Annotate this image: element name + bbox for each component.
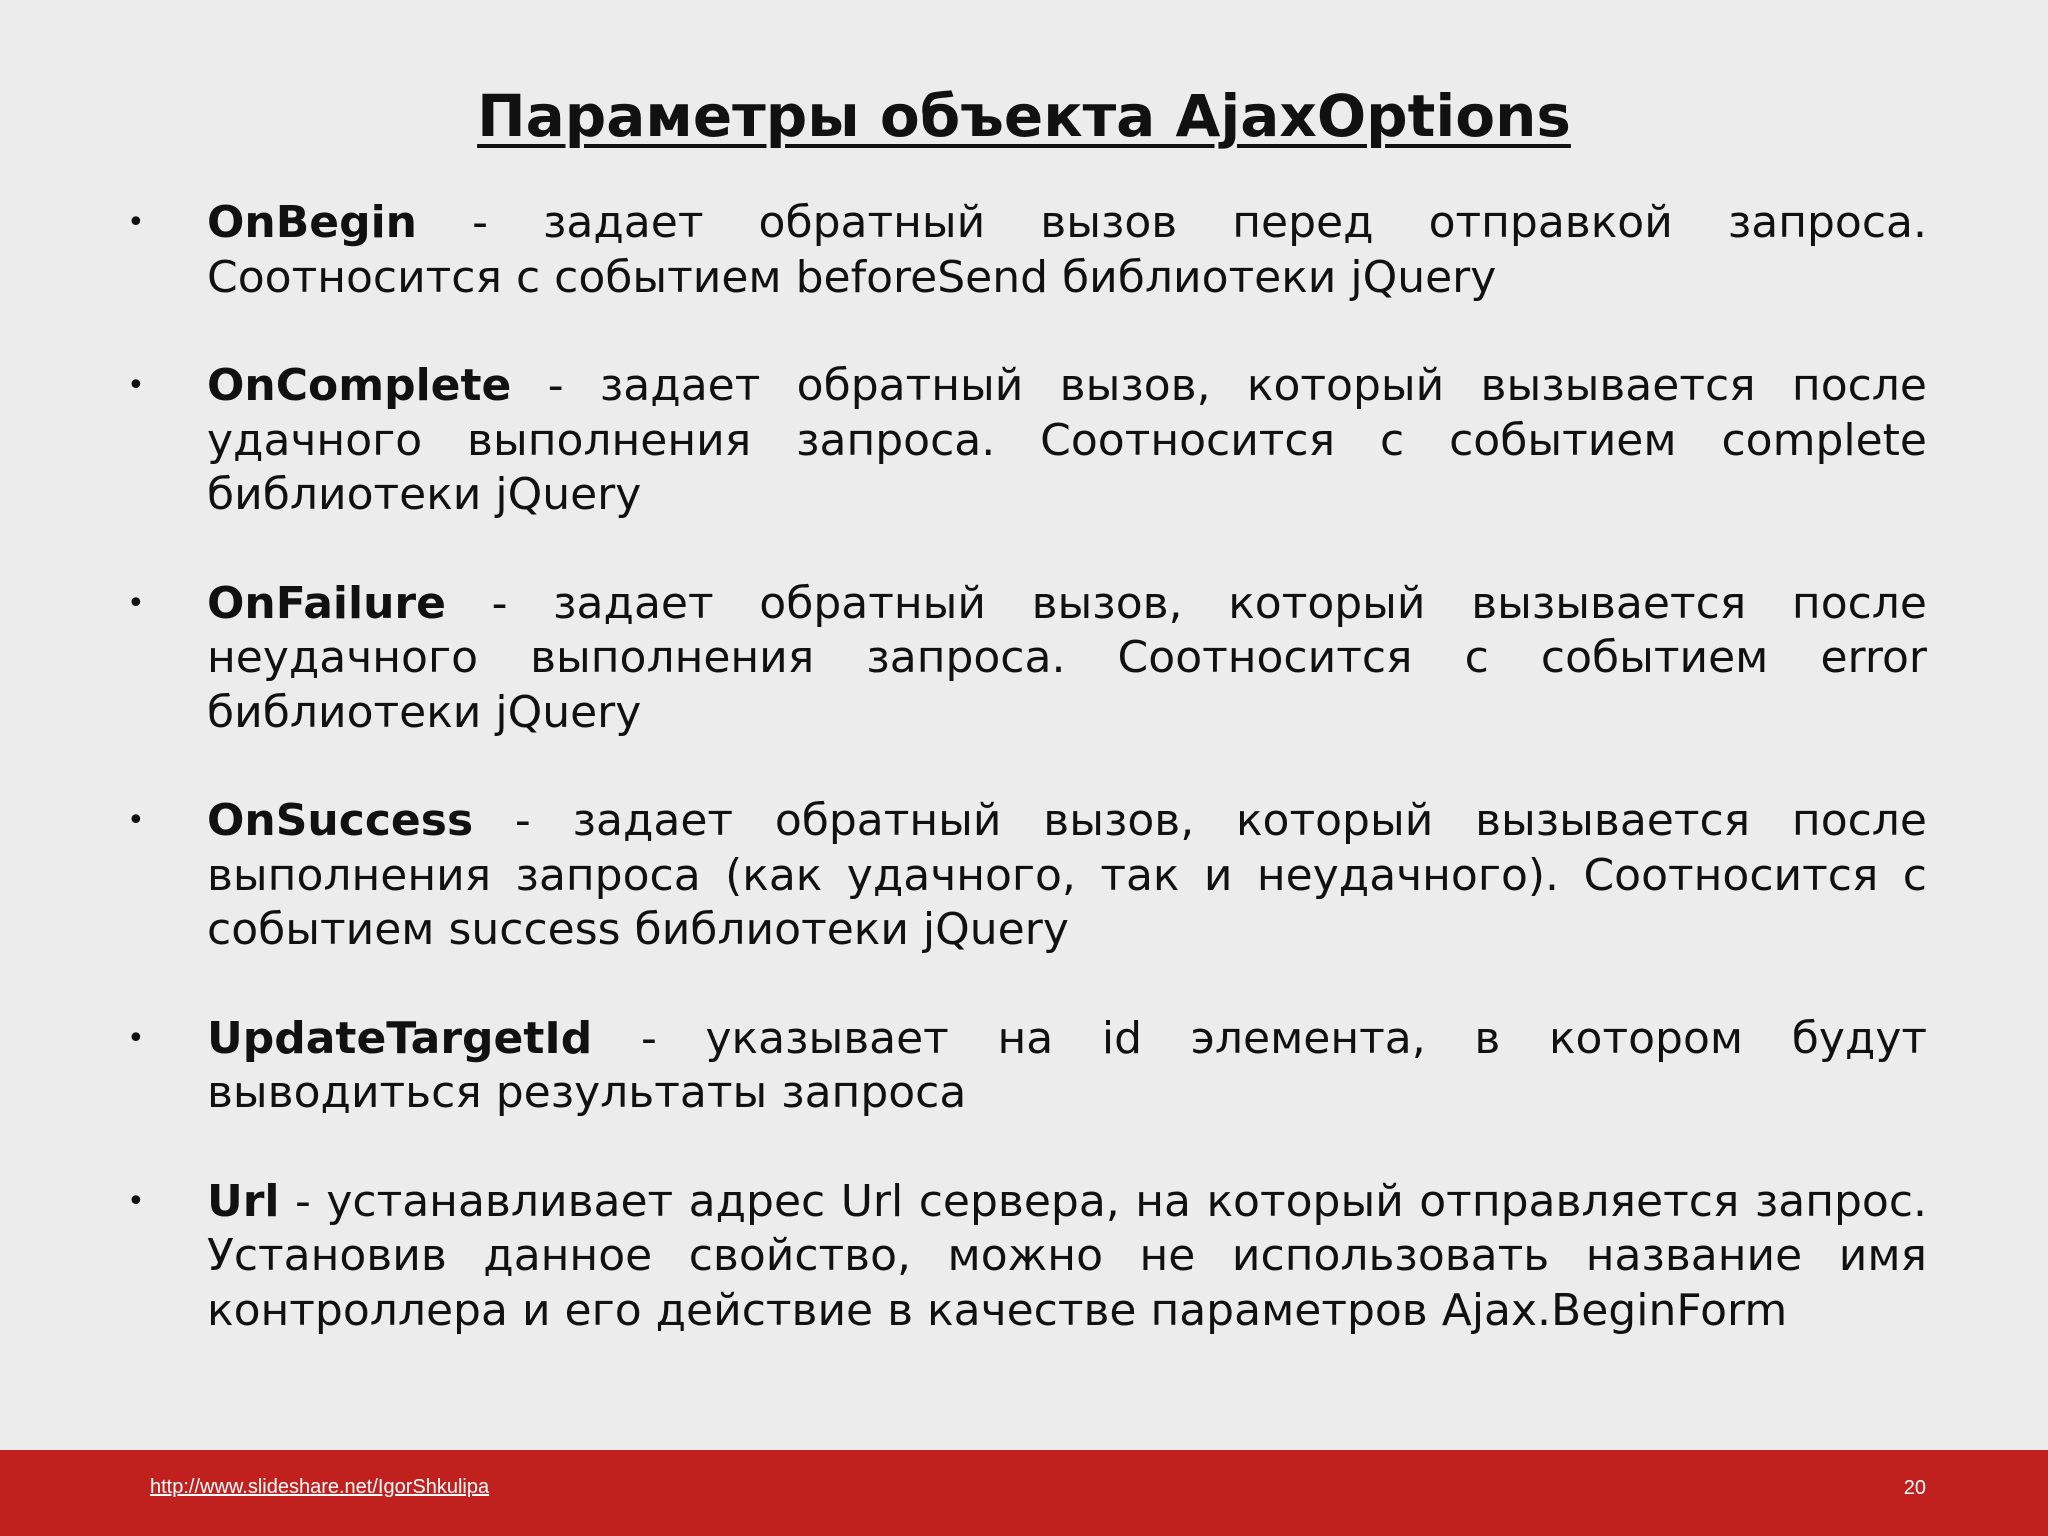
bullet-marker: • [127,803,145,838]
bullet-item-onsuccess [127,794,1927,958]
bullet-item-onfailure [127,577,1927,741]
description-url: - устанавливает адрес Url сервера, на который отправляется запрос. Установив данное свойство, можно не использовать название имя контроллера и его действие в качестве параметров Ajax.BeginForm [207,1175,1927,1336]
footer-link[interactable]: http://www.slideshare.net/IgorShkulipa [150,1476,490,1498]
term-url: Url [207,1175,280,1227]
page-number: 20 [1903,1477,1926,1499]
bullet-marker: • [127,205,145,240]
bullet-marker: • [127,1183,145,1219]
bullet-item-oncomplete [127,359,1927,523]
slide-title: Параметры объекта AjaxOptions [477,82,1571,150]
bullet-item-updatetargetid [127,1012,1927,1121]
description-onbegin: - задает обратный вызов перед отправкой запроса. Соотносится с событием beforeSend библиотеки jQuery [207,197,1927,303]
bullet-list [0,196,2048,1338]
bullet-marker: • [127,585,145,621]
term-onfailure: OnFailure [207,577,446,629]
term-oncomplete: OnComplete [207,360,512,411]
description-onfailure: - задает обратный вызов, который вызывается после неудачного выполнения запроса. Соотносится с событием error библиотеки jQuery [207,577,1927,738]
term-onsuccess: OnSuccess [207,795,474,846]
bullet-marker: • [127,368,145,403]
description-updatetargetid: - указывает на id элемента, в котором будут выводиться результаты запроса [207,1012,1927,1118]
bullet-item-onbegin [127,196,1927,305]
bullet-item-url [127,1175,1927,1339]
footer-bar [0,1450,2048,1536]
description-onsuccess: - задает обратный вызов, который вызывается после выполнения запроса (как удачного, так и неудачного). Соотносится с событием success библиотеки jQuery [207,795,1927,955]
term-updatetargetid: UpdateTargetId [207,1012,593,1064]
description-oncomplete: - задает обратный вызов, который вызывается после удачного выполнения запроса. Соотносится с событием complete библиотеки jQuery [207,360,1927,520]
bullet-marker: • [127,1020,145,1056]
term-onbegin: OnBegin [207,197,418,248]
